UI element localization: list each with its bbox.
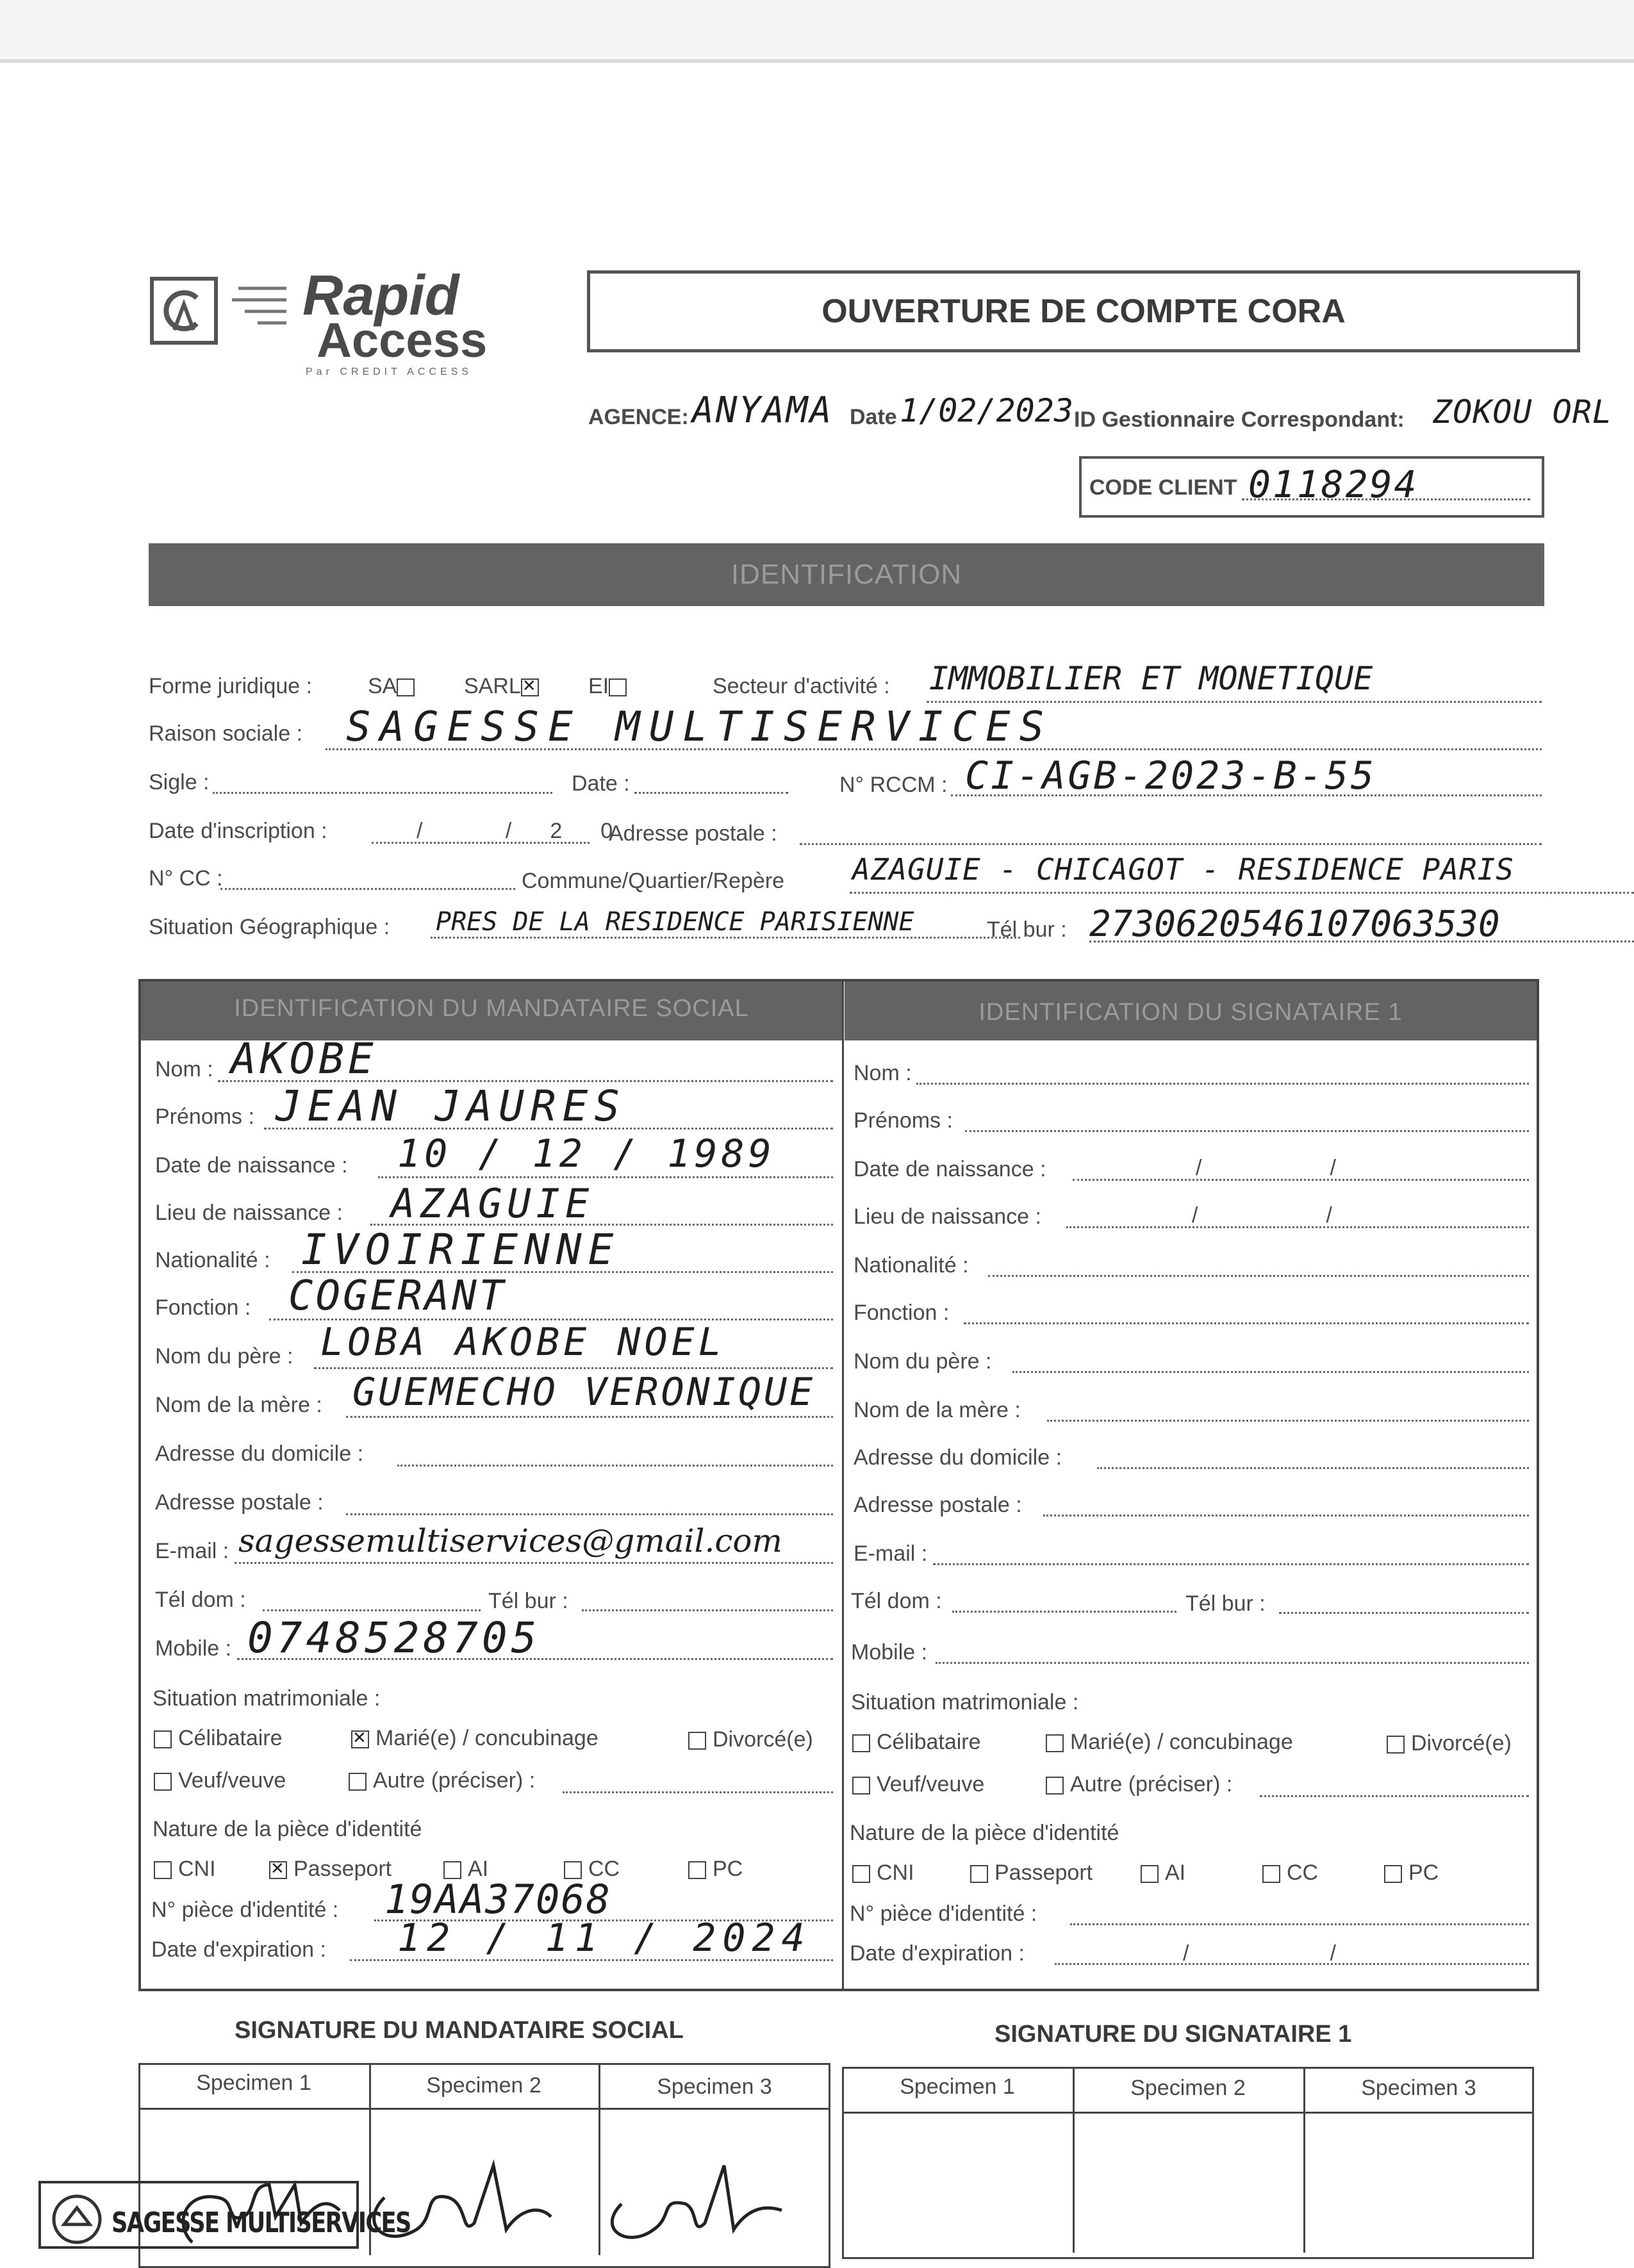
m-mere-value[interactable]: GUEMECHO VERONIQUE	[352, 1370, 816, 1415]
s-expiration-label: Date d'expiration :	[850, 1941, 1025, 1966]
m-nationalite-value[interactable]: IVOIRIENNE	[301, 1225, 620, 1274]
s-telbur-label: Tél bur :	[1185, 1591, 1266, 1616]
rccm-label: N° RCCM :	[839, 773, 948, 797]
m-autre[interactable]	[349, 1768, 535, 1793]
m-celibataire-checkbox[interactable]	[154, 1730, 172, 1748]
m-cni-label: CNI	[178, 1857, 216, 1881]
forme-sa-label: SA	[368, 674, 397, 698]
s-mere-line	[1047, 1420, 1529, 1422]
m-pere-label: Nom du père :	[155, 1344, 293, 1368]
s-pc[interactable]	[1384, 1861, 1439, 1886]
m-autre-label: Autre (préciser) :	[373, 1768, 536, 1793]
s-fonction-label: Fonction :	[854, 1301, 950, 1325]
s-veuf-label: Veuf/veuve	[877, 1772, 985, 1796]
m-postale-line	[346, 1513, 833, 1515]
m-teldom-label: Tél dom :	[155, 1588, 246, 1612]
date-label: Date	[850, 405, 897, 429]
situation-line	[431, 937, 1020, 939]
s-teldom-label: Tél dom :	[851, 1589, 942, 1613]
m-nom-value[interactable]: AKOBE	[231, 1034, 377, 1083]
m-passeport[interactable]	[269, 1857, 392, 1882]
adresse-postale-line	[800, 843, 1542, 845]
s-pere-line	[1012, 1371, 1529, 1373]
mandataire-header: IDENTIFICATION DU MANDATAIRE SOCIAL	[141, 982, 842, 1040]
sig-left-specimen3: Specimen 3	[657, 2075, 772, 2099]
s-cni[interactable]	[852, 1861, 914, 1886]
m-divorce[interactable]	[688, 1727, 813, 1752]
s-veuf-checkbox[interactable]	[852, 1777, 870, 1795]
stamp-text: SAGESSE MULTISERVICES	[111, 2206, 411, 2239]
s-naissance-label: Date de naissance :	[854, 1157, 1046, 1181]
m-pere-line	[314, 1367, 833, 1369]
forme-sarl-label: SARL	[464, 674, 521, 698]
m-postale-label: Adresse postale :	[155, 1490, 324, 1515]
s-pere-label: Nom du père :	[854, 1349, 992, 1374]
stamp-emblem-icon	[50, 2192, 104, 2246]
s-autre[interactable]	[1046, 1772, 1232, 1797]
sigle-label: Sigle :	[149, 770, 210, 794]
date-creation-label: Date :	[572, 771, 630, 796]
m-nom-label: Nom :	[155, 1057, 213, 1081]
m-naissance-line	[378, 1176, 833, 1178]
m-naissance-label: Date de naissance :	[155, 1153, 348, 1178]
s-divorce-label: Divorcé(e)	[1411, 1731, 1512, 1755]
forme-sa-checkbox[interactable]	[397, 678, 415, 696]
s-celibataire-label: Célibataire	[877, 1730, 981, 1754]
m-ai-label: AI	[468, 1857, 489, 1881]
m-celibataire[interactable]	[154, 1726, 283, 1751]
s-marie-label: Marié(e) / concubinage	[1070, 1730, 1293, 1754]
sigle-line	[213, 792, 552, 794]
s-teldom-line	[952, 1611, 1176, 1613]
m-lieu-value[interactable]: AZAGUIE	[391, 1180, 595, 1227]
s-cni-checkbox[interactable]	[852, 1865, 870, 1883]
forme-ei[interactable]	[588, 674, 633, 699]
s-lieu-label: Lieu de naissance :	[854, 1204, 1041, 1229]
m-pc-label: PC	[713, 1857, 743, 1881]
s-postale-line	[1043, 1515, 1529, 1516]
rccm-value[interactable]: CI-AGB-2023-B-55	[965, 753, 1376, 798]
s-email-label: E-mail :	[854, 1541, 928, 1566]
secteur-value[interactable]: IMMOBILIER ET MONETIQUE	[929, 660, 1373, 697]
m-telbur-line	[582, 1609, 833, 1611]
m-telbur-label: Tél bur :	[488, 1589, 568, 1613]
m-veuf-label: Veuf/veuve	[178, 1768, 286, 1793]
sig-right-specimen3: Specimen 3	[1361, 2076, 1476, 2100]
forme-ei-label: EI	[588, 674, 609, 698]
logo-line2: Access	[317, 313, 488, 368]
s-nom-label: Nom :	[854, 1061, 912, 1085]
m-cni[interactable]	[154, 1857, 216, 1882]
signature-specimen3-drawing	[590, 2153, 795, 2249]
m-prenoms-label: Prénoms :	[155, 1105, 254, 1129]
m-autre-checkbox[interactable]	[349, 1773, 367, 1791]
s-prenoms-line	[965, 1130, 1529, 1132]
s-pc-checkbox[interactable]	[1384, 1865, 1402, 1883]
form-title-box	[587, 270, 1580, 352]
m-nationalite-label: Nationalité :	[155, 1248, 270, 1272]
m-prenoms-value[interactable]: JEAN JAURES	[276, 1081, 627, 1131]
m-autre-line	[563, 1791, 833, 1793]
m-expiration-value[interactable]: 12 / 11 / 2024	[397, 1916, 811, 1960]
agence-value[interactable]: ANYAMA	[692, 390, 834, 431]
s-telbur-line	[1279, 1612, 1529, 1614]
commune-line	[850, 892, 1634, 894]
m-matrimoniale-label: Situation matrimoniale :	[153, 1686, 381, 1711]
forme-sarl-checkbox[interactable]	[521, 678, 539, 696]
s-piece-label: Nature de la pièce d'identité	[850, 1821, 1119, 1845]
s-nom-line	[916, 1083, 1529, 1085]
date-value[interactable]: 1/02/2023	[900, 392, 1073, 429]
identification-table-divider	[842, 979, 844, 1991]
logo-line1: Rapid	[302, 263, 459, 327]
m-mobile-label: Mobile :	[155, 1636, 232, 1661]
company-stamp	[38, 2181, 411, 2249]
scan-top-margin	[0, 0, 1634, 58]
m-marie[interactable]	[351, 1726, 598, 1751]
m-pc[interactable]	[688, 1857, 743, 1882]
m-fonction-label: Fonction :	[155, 1295, 251, 1320]
s-nationalite-label: Nationalité :	[854, 1253, 969, 1278]
signature-mandataire-title: SIGNATURE DU MANDATAIRE SOCIAL	[235, 2017, 684, 2044]
forme-sarl[interactable]	[464, 674, 545, 699]
s-npiece-label: N° pièce d'identité :	[850, 1902, 1037, 1926]
s-ai-label: AI	[1165, 1861, 1186, 1885]
m-passeport-checkbox[interactable]	[269, 1861, 287, 1879]
inscription-line	[372, 842, 590, 844]
agence-label: AGENCE:	[588, 405, 689, 429]
s-veuf[interactable]	[852, 1772, 984, 1797]
inscription-label: Date d'inscription :	[149, 819, 327, 843]
s-autre-checkbox[interactable]	[1046, 1777, 1064, 1795]
s-divorce[interactable]	[1387, 1731, 1512, 1756]
m-pere-value[interactable]: LOBA AKOBE NOEL	[320, 1320, 725, 1365]
s-ai[interactable]	[1141, 1861, 1185, 1886]
commune-value[interactable]: AZAGUIE - CHICAGOT - RESIDENCE PARIS	[852, 852, 1514, 887]
s-passeport[interactable]	[970, 1861, 1093, 1886]
secteur-label: Secteur d'activité :	[713, 674, 890, 698]
s-cc-checkbox[interactable]	[1262, 1865, 1280, 1883]
s-cc[interactable]	[1262, 1861, 1318, 1886]
m-email-line	[235, 1562, 833, 1564]
s-cni-label: CNI	[877, 1861, 914, 1885]
speed-lines-icon	[232, 282, 290, 333]
s-autre-line	[1260, 1795, 1529, 1797]
forme-sa[interactable]	[368, 674, 421, 699]
m-fonction-value[interactable]: COGERANT	[288, 1272, 507, 1320]
form-title: OUVERTURE DE COMPTE CORA	[821, 293, 1346, 330]
inscription-template: / /20	[417, 819, 652, 843]
s-npiece-line	[1070, 1923, 1529, 1925]
s-celibataire[interactable]	[852, 1730, 981, 1755]
s-cc-label: CC	[1287, 1861, 1319, 1885]
m-teldom-line	[263, 1609, 481, 1611]
m-npiece-label: N° pièce d'identité :	[151, 1898, 339, 1922]
m-celibataire-label: Célibataire	[178, 1726, 283, 1750]
secteur-line	[927, 701, 1542, 703]
s-naissance-slashes: //	[1196, 1156, 1464, 1180]
raison-sociale-label: Raison sociale :	[149, 721, 303, 746]
m-divorce-checkbox[interactable]	[688, 1732, 706, 1750]
forme-ei-checkbox[interactable]	[609, 678, 627, 696]
paper-edge	[0, 59, 1634, 63]
m-expiration-label: Date d'expiration :	[151, 1937, 326, 1962]
ncc-label: N° CC :	[149, 866, 223, 891]
s-passeport-checkbox[interactable]	[970, 1865, 988, 1883]
logo-icon	[149, 275, 219, 346]
m-naissance-value[interactable]: 10 / 12 / 1989	[397, 1131, 775, 1176]
s-domicile-line	[1097, 1467, 1529, 1469]
sig-left-header-line	[138, 2108, 830, 2110]
m-npiece-value[interactable]: 19AA37068	[384, 1876, 611, 1923]
m-lieu-label: Lieu de naissance :	[155, 1201, 343, 1225]
gestionnaire-label: ID Gestionnaire Correspondant:	[1074, 407, 1405, 432]
sig-left-specimen2: Specimen 2	[426, 2073, 541, 2098]
tel-bur-value[interactable]: 2730620546107063530	[1089, 903, 1500, 945]
code-client-box	[1079, 456, 1544, 518]
gestionnaire-value[interactable]: ZOKOU ORL	[1433, 393, 1612, 431]
m-mere-label: Nom de la mère :	[155, 1393, 322, 1417]
m-email-label: E-mail :	[155, 1539, 229, 1563]
m-veuf-checkbox[interactable]	[154, 1773, 172, 1791]
m-email-value[interactable]: sagessemultiservices@gmail.com	[238, 1522, 782, 1559]
s-matrimoniale-label: Situation matrimoniale :	[851, 1690, 1079, 1714]
s-prenoms-label: Prénoms :	[854, 1108, 953, 1133]
s-mere-label: Nom de la mère :	[854, 1398, 1021, 1422]
forme-juridique-label: Forme juridique :	[149, 674, 313, 698]
raison-sociale-value[interactable]: SAGESSE MULTISERVICES	[346, 703, 1053, 751]
adresse-postale-label: Adresse postale :	[609, 821, 777, 846]
s-passeport-label: Passeport	[994, 1861, 1093, 1885]
m-cc-label: CC	[588, 1857, 620, 1881]
s-lieu-slashes: //	[1192, 1203, 1460, 1228]
logo	[149, 263, 508, 384]
situation-label: Situation Géographique :	[149, 915, 390, 939]
s-mobile-label: Mobile :	[851, 1640, 928, 1664]
m-mere-line	[346, 1416, 833, 1418]
s-mobile-line	[936, 1662, 1529, 1664]
s-domicile-label: Adresse du domicile :	[854, 1445, 1062, 1470]
s-fonction-line	[964, 1322, 1529, 1324]
sig-right-header-line	[842, 2112, 1534, 2114]
m-piece-label: Nature de la pièce d'identité	[153, 1817, 422, 1841]
s-divorce-checkbox[interactable]	[1387, 1736, 1405, 1754]
s-marie[interactable]	[1046, 1730, 1293, 1755]
date-creation-line	[634, 792, 788, 794]
m-marie-label: Marié(e) / concubinage	[375, 1726, 598, 1750]
identification-section-header: IDENTIFICATION	[149, 543, 1544, 606]
code-client-label: CODE CLIENT	[1089, 475, 1237, 500]
sig-right-specimen1: Specimen 1	[900, 2075, 1015, 2099]
s-expiration-slashes: //	[1183, 1941, 1477, 1966]
m-domicile-line	[397, 1465, 833, 1467]
s-postale-label: Adresse postale :	[854, 1493, 1022, 1517]
s-autre-label: Autre (préciser) :	[1070, 1772, 1233, 1796]
commune-label: Commune/Quartier/Repère	[522, 869, 785, 893]
m-pc-checkbox[interactable]	[688, 1861, 706, 1879]
sig-right-specimen2: Specimen 2	[1130, 2076, 1246, 2100]
s-ai-checkbox[interactable]	[1141, 1865, 1159, 1883]
m-veuf[interactable]	[154, 1768, 286, 1793]
s-marie-checkbox[interactable]	[1046, 1734, 1064, 1752]
code-client-value[interactable]: 0118294	[1248, 463, 1419, 506]
ncc-line	[220, 888, 515, 890]
s-pc-label: PC	[1408, 1861, 1439, 1885]
m-passeport-label: Passeport	[293, 1857, 392, 1881]
m-divorce-label: Divorcé(e)	[713, 1727, 813, 1752]
m-domicile-label: Adresse du domicile :	[155, 1442, 364, 1466]
m-cni-checkbox[interactable]	[154, 1861, 172, 1879]
m-mobile-value[interactable]: 0748528705	[247, 1613, 541, 1663]
tel-bur-label: Tél bur :	[987, 917, 1067, 942]
s-nationalite-line	[988, 1275, 1529, 1277]
m-marie-checkbox[interactable]	[351, 1730, 369, 1748]
logo-tagline: Par CREDIT ACCESS	[306, 366, 472, 377]
signataire-header: IDENTIFICATION DU SIGNATAIRE 1	[845, 982, 1537, 1040]
signature-signataire-title: SIGNATURE DU SIGNATAIRE 1	[994, 2021, 1352, 2048]
s-email-line	[933, 1563, 1529, 1565]
situation-value[interactable]: PRES DE LA RESIDENCE PARISIENNE	[436, 907, 914, 937]
s-celibataire-checkbox[interactable]	[852, 1734, 870, 1752]
sig-left-specimen1: Specimen 1	[196, 2071, 311, 2095]
